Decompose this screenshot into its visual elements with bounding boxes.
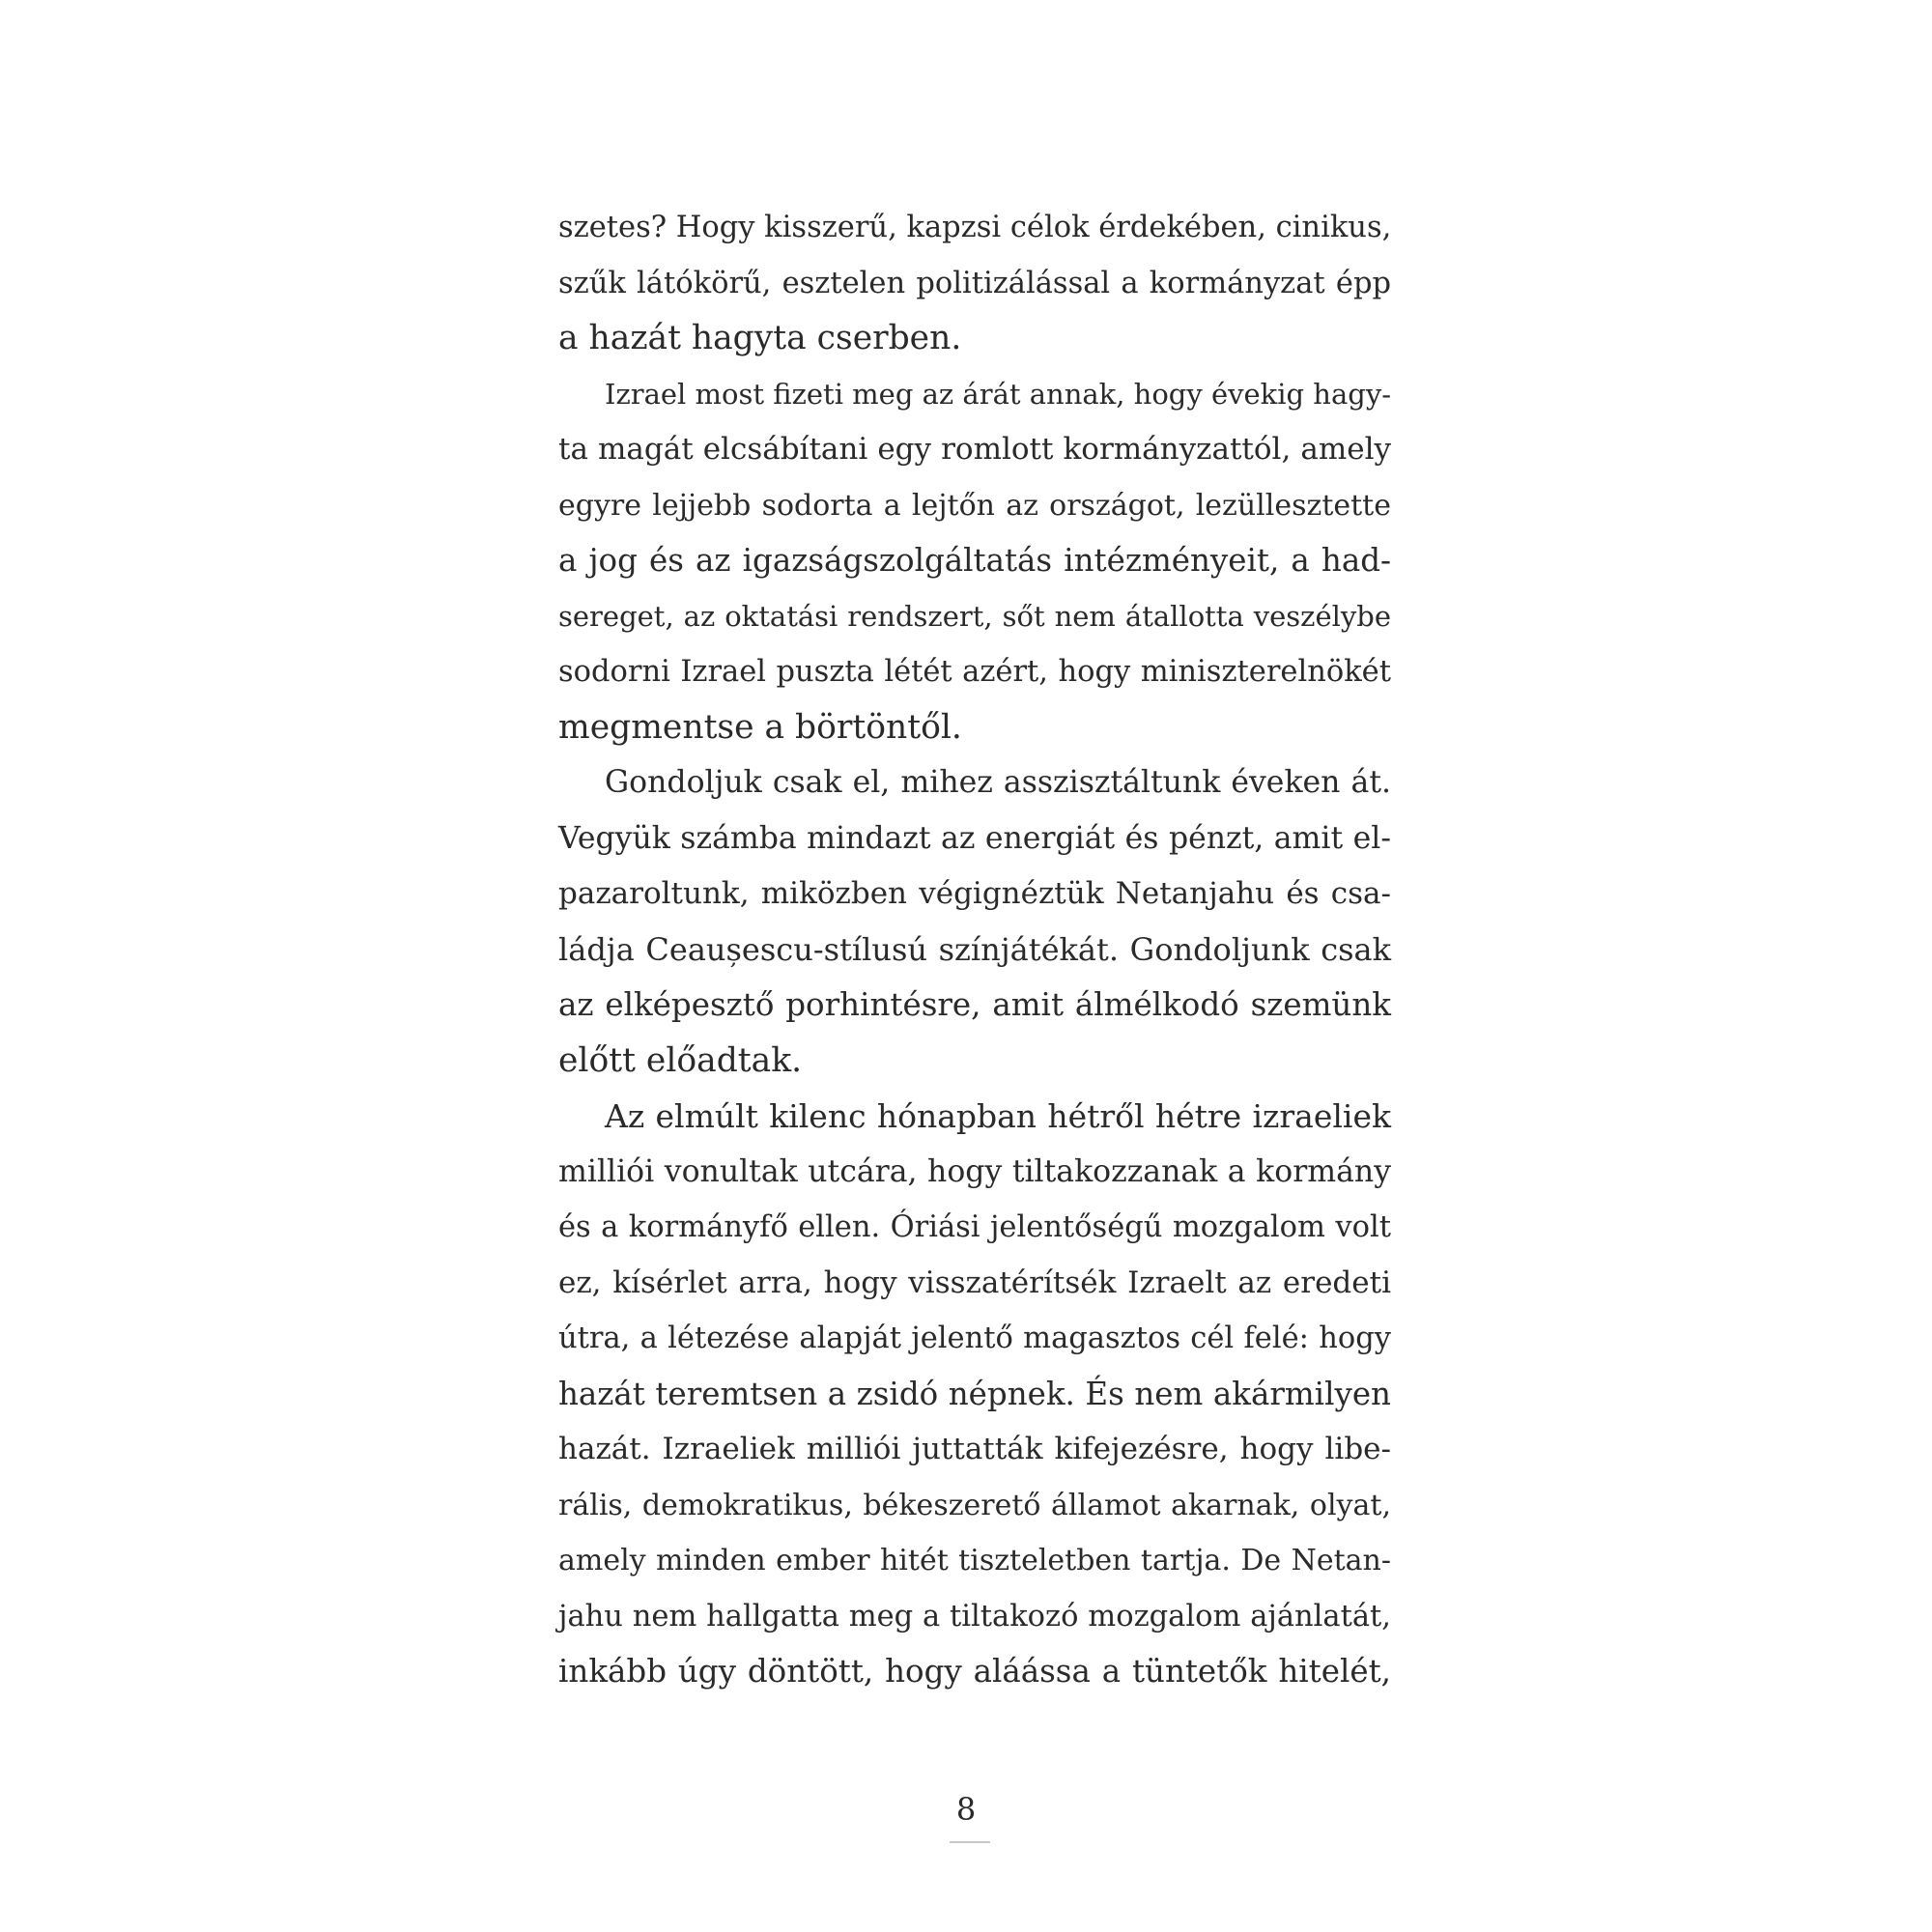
text-line: szetes? Hogy kisszerű, kapzsi célok érdekében, cinikus, (558, 211, 1392, 244)
text-line: a hazát hagyta cserben. (558, 319, 962, 357)
text-line: Gondoljuk csak el, mihez asszisztáltunk éveken át. (605, 765, 1391, 800)
text-line: sodorni Izrael puszta létét azért, hogy miniszterelnökét (558, 655, 1391, 689)
text-line: Az elmúlt kilenc hónapban hétről hétre izraeliek (605, 1097, 1391, 1135)
paragraph-2 (558, 367, 1391, 756)
text-line: sereget, az oktatási rendszert, sőt nem átallotta veszélybe (558, 599, 1391, 633)
text-line: jahu nem hallgatta meg a tiltakozó mozgalom ajánlatát, (558, 1599, 1391, 1634)
text-line: az elképesztő porhintésre, amit álmélkodó szemünk (558, 986, 1391, 1023)
text-line: előtt előadtak. (558, 1040, 803, 1080)
text-line: egyre lejjebb sodorta a lejtőn az országot, lezüllesztette (558, 488, 1391, 523)
text-line: Vegyük számba mindazt az energiát és pénzt, amit el- (558, 820, 1391, 856)
page-number: 8 (955, 1791, 977, 1828)
text-line: hazát. Izraeliek milliói juttatták kifejezésre, hogy libe- (558, 1432, 1391, 1466)
text-line: ládja Ceaușescu-stílusú színjátékát. Gondoljunk csak (558, 930, 1391, 968)
paragraph-4 (558, 1089, 1391, 1700)
text-line: rális, demokratikus, békeszerető államot akarnak, olyat, (558, 1488, 1391, 1522)
text-line: ez, kísérlet arra, hogy visszatérítsék Izraelt az eredeti (558, 1264, 1391, 1300)
text-line: pazaroltunk, miközben végignéztük Netanjahu és csa- (558, 876, 1391, 911)
text-line: és a kormányfő ellen. Óriási jelentőségű mozgalom volt (558, 1210, 1391, 1244)
text-line: inkább úgy döntött, hogy aláássa a tüntetők hitelét, (558, 1653, 1391, 1690)
text-line: útra, a létezése alapját jelentő magasztos cél felé: hogy (558, 1321, 1391, 1355)
text-line: ta magát elcsábítani egy romlott kormányzattól, amely (558, 432, 1391, 467)
text-line: hazát teremtsen a zsidó népnek. És nem akármilyen (558, 1375, 1391, 1412)
paragraph-3 (558, 755, 1391, 1089)
text-line: milliói vonultak utcára, hogy tiltakozzanak a kormány (558, 1153, 1391, 1189)
paragraph-1 (558, 200, 1391, 367)
text-line: megmentse a börtöntől. (558, 707, 962, 747)
text-line: a jog és az igazságszolgáltatás intézményeit, a had- (558, 542, 1391, 579)
text-line: Izrael most fizeti meg az árát annak, hogy évekig hagy- (605, 377, 1392, 411)
body-text (558, 200, 1391, 1700)
text-line: szűk látókörű, esztelen politizálással a kormányzat épp (558, 266, 1391, 300)
text-line: amely minden ember hitét tiszteletben tartja. De Netan- (558, 1544, 1391, 1577)
page-number-rule (950, 1841, 990, 1843)
